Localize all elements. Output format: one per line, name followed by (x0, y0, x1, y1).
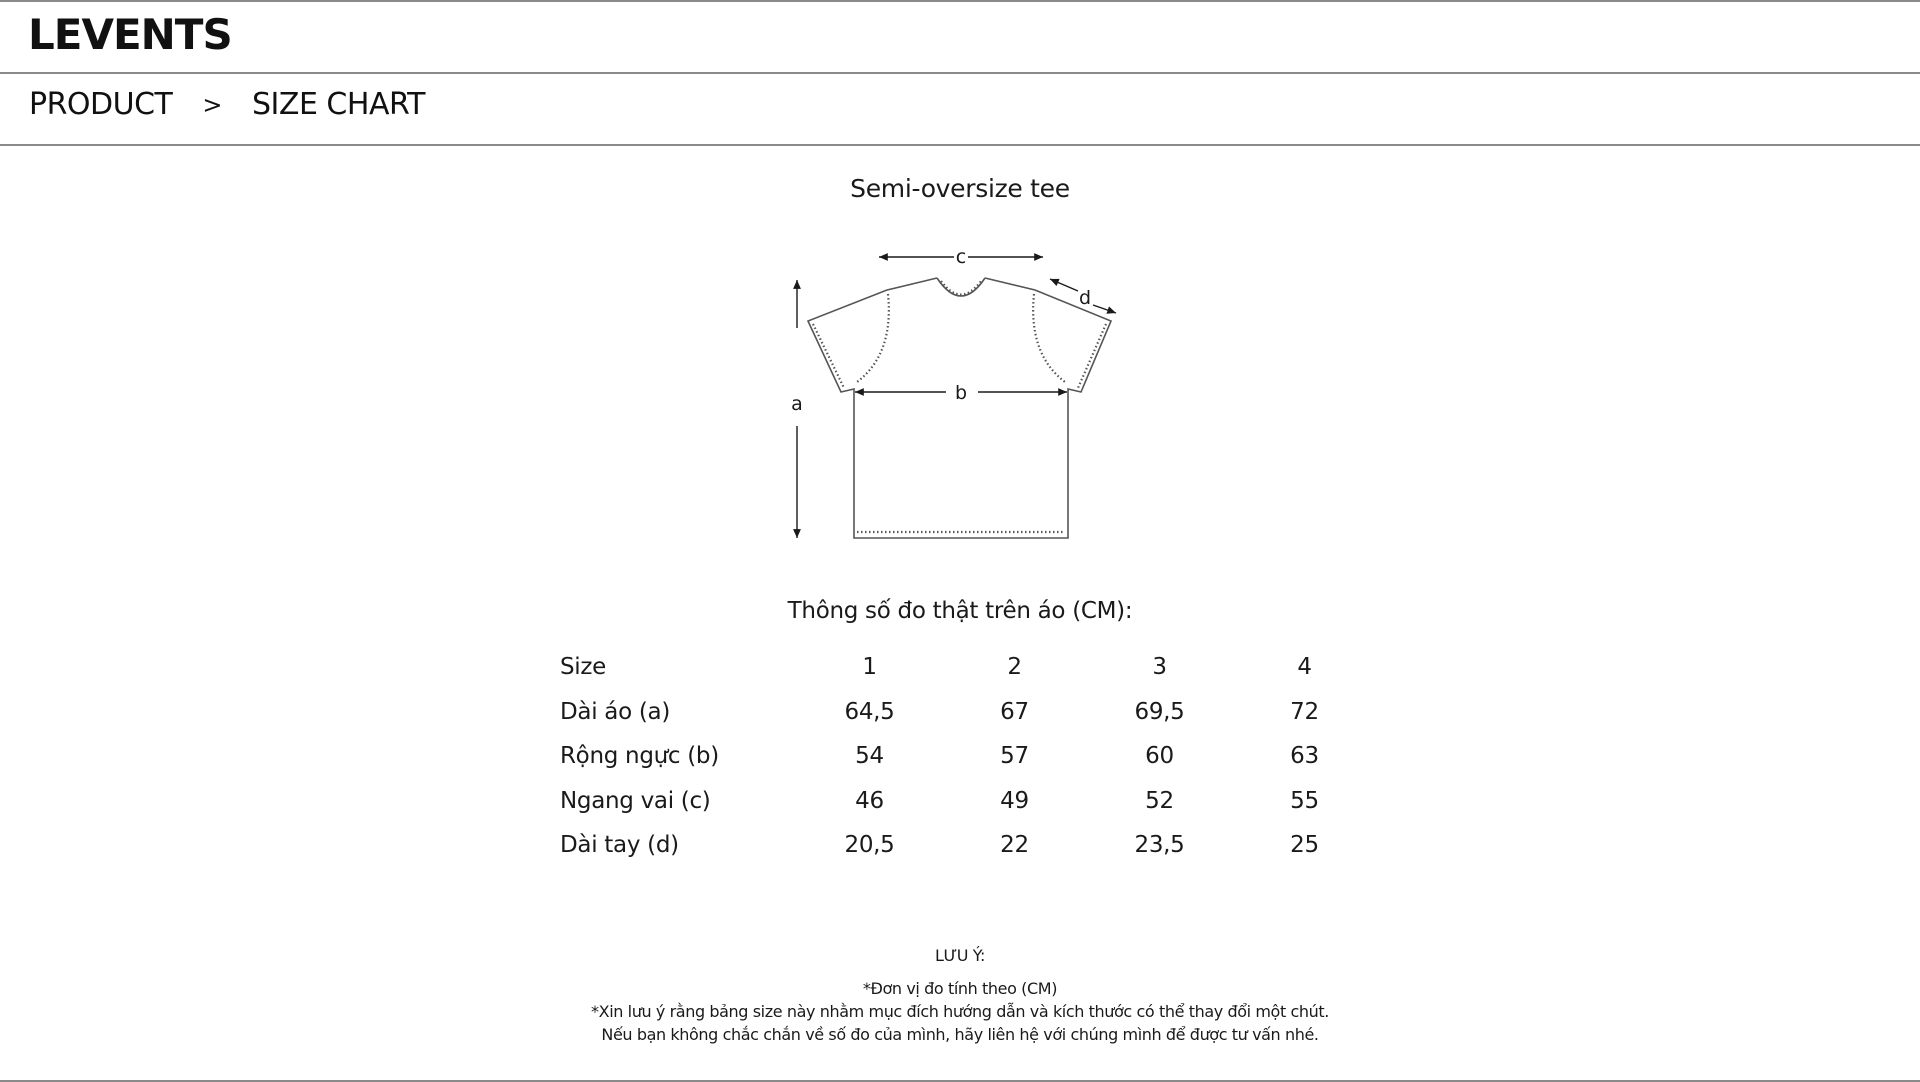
table-cell: 64,5 (844, 698, 895, 725)
table-header-row (560, 645, 1377, 690)
table-header-cell: 1 (862, 654, 877, 681)
breadcrumb (29, 87, 425, 122)
table-cell: 54 (855, 743, 884, 770)
dimension-label-c: c (955, 246, 967, 268)
table-cell: 72 (1290, 698, 1319, 725)
table-cell: Rộng ngực (b) (560, 743, 719, 770)
table-cell: Dài tay (d) (560, 832, 679, 859)
breadcrumb-item-product[interactable]: PRODUCT (29, 87, 173, 122)
table-row (560, 734, 1377, 779)
table-cell: 49 (1000, 787, 1029, 814)
dimension-label-b: b (954, 382, 968, 404)
size-table (560, 645, 1377, 868)
table-cell: Ngang vai (c) (560, 787, 711, 814)
table-row (560, 690, 1377, 735)
table-cell: 20,5 (844, 832, 895, 859)
table-cell: Dài áo (a) (560, 698, 671, 725)
table-cell: 52 (1145, 787, 1174, 814)
table-cell: 67 (1000, 698, 1029, 725)
dimension-d-line-bottom (1093, 305, 1116, 313)
tee-outline (808, 278, 1111, 538)
table-cell: 60 (1145, 743, 1174, 770)
dimension-label-d: d (1078, 287, 1092, 309)
size-table-caption: Thông số đo thật trên áo (CM): (787, 598, 1133, 624)
dimension-labels (791, 246, 1091, 415)
table-header-cell: 4 (1297, 654, 1312, 681)
table-cell: 63 (1290, 743, 1319, 770)
breadcrumb-separator: > (202, 90, 222, 119)
table-row (560, 823, 1377, 868)
table-cell: 69,5 (1134, 698, 1185, 725)
notes-heading: LƯU Ý: (934, 946, 986, 965)
dimension-label-a: a (791, 393, 803, 415)
table-header-cell: 3 (1152, 654, 1167, 681)
table-cell: 23,5 (1134, 832, 1185, 859)
note-line: *Đơn vị đo tính theo (CM) (862, 979, 1058, 998)
breadcrumb-divider (0, 144, 1920, 146)
top-border (0, 0, 1920, 2)
note-line: Nếu bạn không chắc chắn về số đo của mình, hãy liên hệ với chúng mình để được tư vấn nhé. (601, 1025, 1319, 1044)
dimension-d-line-top (1050, 279, 1078, 291)
brand-logo[interactable]: LEVENTS (28, 10, 232, 59)
table-cell: 46 (855, 787, 884, 814)
table-cell: 55 (1290, 787, 1319, 814)
product-title: Semi-oversize tee (850, 174, 1070, 203)
table-cell: 57 (1000, 743, 1029, 770)
table-cell: 25 (1290, 832, 1319, 859)
table-header-cell: 2 (1007, 654, 1022, 681)
note-line: *Xin lưu ý rằng bảng size này nhằm mục đích hướng dẫn và kích thước có thể thay đổi một chút. (591, 1002, 1329, 1021)
breadcrumb-item-size-chart: SIZE CHART (252, 87, 425, 122)
tee-measurement-diagram (780, 236, 1120, 546)
table-cell: 22 (1000, 832, 1029, 859)
notes-section (0, 944, 1920, 1046)
table-header-cell: Size (560, 654, 607, 681)
table-row (560, 779, 1377, 824)
stitch-lines (813, 281, 1106, 532)
header-divider (0, 72, 1920, 74)
